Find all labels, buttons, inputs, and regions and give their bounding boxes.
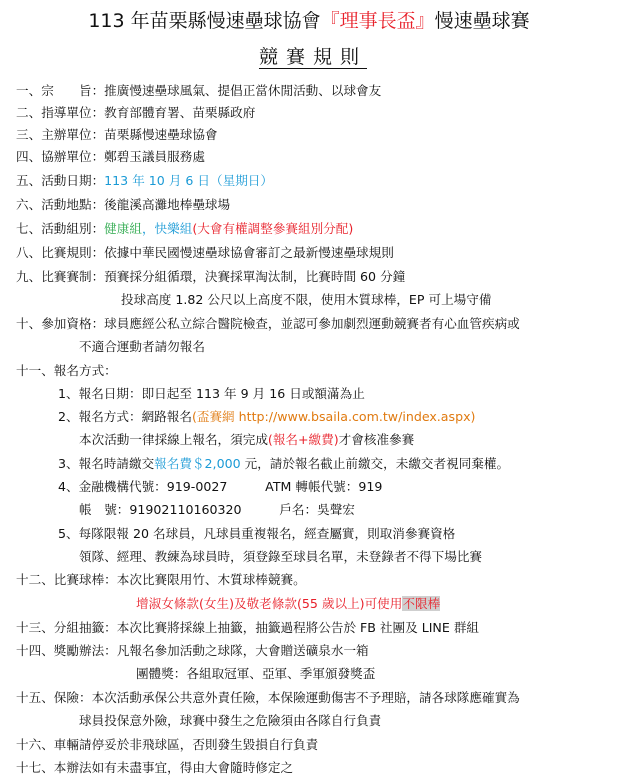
- rule-text: 3、報名時請繳交: [58, 456, 155, 471]
- rule-text: 十四、獎勵辦法：凡報名參加活動之球隊，大會贈送礦泉水一箱: [16, 643, 369, 658]
- rule-text: (報名+繳費): [267, 432, 339, 447]
- rule-text: 帳 號：91902110160320 戶名：吳聲宏: [79, 502, 355, 517]
- rule-line: [16, 689, 520, 707]
- rule-line: [16, 315, 520, 333]
- rule-text: 不限棒: [402, 596, 441, 611]
- rule-text: 113 年 10 月 6 日（星期日）: [104, 173, 273, 188]
- rule-line: [58, 408, 475, 426]
- rule-line: [16, 82, 381, 100]
- rule-line: [58, 525, 455, 543]
- rule-text: 4、金融機構代號：919-0027 ATM 轉帳代號：919: [58, 479, 383, 494]
- rule-text: 九、比賽賽制：預賽採分組循環，決賽採單淘汰制，比賽時間 60 分鐘: [16, 269, 406, 284]
- rule-text: 二、指導單位：教育部體育署、苗栗縣政府: [16, 105, 256, 120]
- rule-text: 增淑女條款(女生)及敬老條款(55 歲以上)可使用: [136, 596, 403, 611]
- rule-text: 2、報名方式：網路報名: [58, 409, 192, 424]
- rule-text: 十六、車輛請停妥於非飛球區，否則發生毀損自行負責: [16, 737, 319, 752]
- rule-line: [16, 268, 405, 286]
- rule-text: 球員投保意外險，球賽中發生之危險須由各隊自行負責: [79, 713, 382, 728]
- page-subtitle: [0, 44, 618, 70]
- title-suffix: 慢速壘球賽: [434, 10, 530, 32]
- rule-line: [16, 196, 230, 214]
- rule-line: [58, 478, 382, 496]
- rule-line: [16, 619, 479, 637]
- rule-text: 六、活動地點：後龍溪高灘地棒壘球場: [16, 197, 231, 212]
- rule-line: [16, 126, 218, 144]
- rule-line: [16, 362, 117, 380]
- rule-text: 健康組: [104, 221, 142, 236]
- rule-line: [79, 431, 414, 449]
- rule-text: 一、宗 旨：推廣慢速壘球風氣、提倡正當休閒活動、以球會友: [16, 83, 382, 98]
- rule-text: 三、主辦單位：苗栗縣慢速壘球協會: [16, 127, 218, 142]
- rule-line: [121, 291, 491, 309]
- rule-text: 投球高度 1.82 公尺以上高度不限，使用木質球棒，EP 可上場守備: [121, 292, 492, 307]
- rule-text: 本次活動一律採線上報名，須完成: [79, 432, 268, 447]
- rule-line: [16, 642, 369, 660]
- rule-line: [16, 244, 394, 262]
- rule-line: [16, 736, 318, 754]
- rule-line: [79, 712, 381, 730]
- rule-line: [136, 665, 375, 683]
- rule-text: 十七、本辦法如有未盡事宜，得由大會隨時修定之: [16, 760, 294, 775]
- rule-line: [58, 385, 365, 403]
- rule-line: [16, 759, 293, 777]
- rule-text: 十一、報名方式：: [16, 363, 117, 378]
- rule-text: 四、協辦單位：鄭碧玉議員服務處: [16, 149, 205, 164]
- rule-text: 十二、比賽球棒：本次比賽限用竹、木質球棒競賽。: [16, 572, 306, 587]
- rule-line: [58, 455, 509, 473]
- rule-text: 1、報名日期：即日起至 113 年 9 月 16 日或額滿為止: [58, 386, 365, 401]
- rule-text: 團體獎：各組取冠軍、亞軍、季軍頒發獎盃: [136, 666, 376, 681]
- title-highlight: 『理事長盃』: [320, 10, 435, 32]
- page-title: [0, 8, 618, 34]
- rule-text: 元，請於報名截止前繳交，未繳交者視同棄權。: [240, 456, 510, 471]
- rule-text: 才會核准參賽: [338, 432, 415, 447]
- rule-line: [136, 595, 440, 613]
- subtitle-text: 競賽規則: [258, 46, 367, 68]
- rule-text: (大會有權調整參賽組別分配): [192, 221, 354, 236]
- rule-text: 5、每隊限報 20 名球員，凡球員重複報名，經查屬實，則取消參賽資格: [58, 526, 456, 541]
- title-prefix: 113 年苗栗縣慢速壘球協會: [88, 10, 321, 32]
- rule-text: 領隊、經理、教練為球員時，須登錄至球員名單，未登錄者不得下場比賽: [79, 549, 482, 564]
- rule-text: (盃賽網 http://www.bsaila.com.tw/index.aspx): [191, 409, 476, 424]
- rule-text: 五、活動日期：: [16, 173, 105, 188]
- rule-line: [16, 220, 353, 238]
- rule-line: [79, 548, 482, 566]
- rule-text: 七、活動組別：: [16, 221, 105, 236]
- rule-line: [79, 338, 205, 356]
- rule-line: [16, 571, 306, 589]
- rule-text: 不適合運動者請勿報名: [79, 339, 205, 354]
- rule-text: 十三、分組抽籤：本次比賽將採線上抽籤，抽籤過程將公告於 FB 社團及 LINE 群組: [16, 620, 480, 635]
- rule-text: 八、比賽規則：依據中華民國慢速壘球協會審訂之最新慢速壘球規則: [16, 245, 394, 260]
- rule-line: [16, 172, 273, 190]
- rule-line: [16, 104, 255, 122]
- rule-text: 十、參加資格：球員應經公私立綜合醫院檢查，並認可參加劇烈運動競賽者有心血管疾病或: [16, 316, 520, 331]
- rule-text: ，快樂組: [141, 221, 193, 236]
- rule-text: 十五、保險：本次活動承保公共意外責任險，本保險運動傷害不予理賠，請各球隊應確實為: [16, 690, 520, 705]
- rule-line: [79, 501, 355, 519]
- rule-line: [16, 148, 205, 166]
- rule-text: 報名費＄2,000: [154, 456, 241, 471]
